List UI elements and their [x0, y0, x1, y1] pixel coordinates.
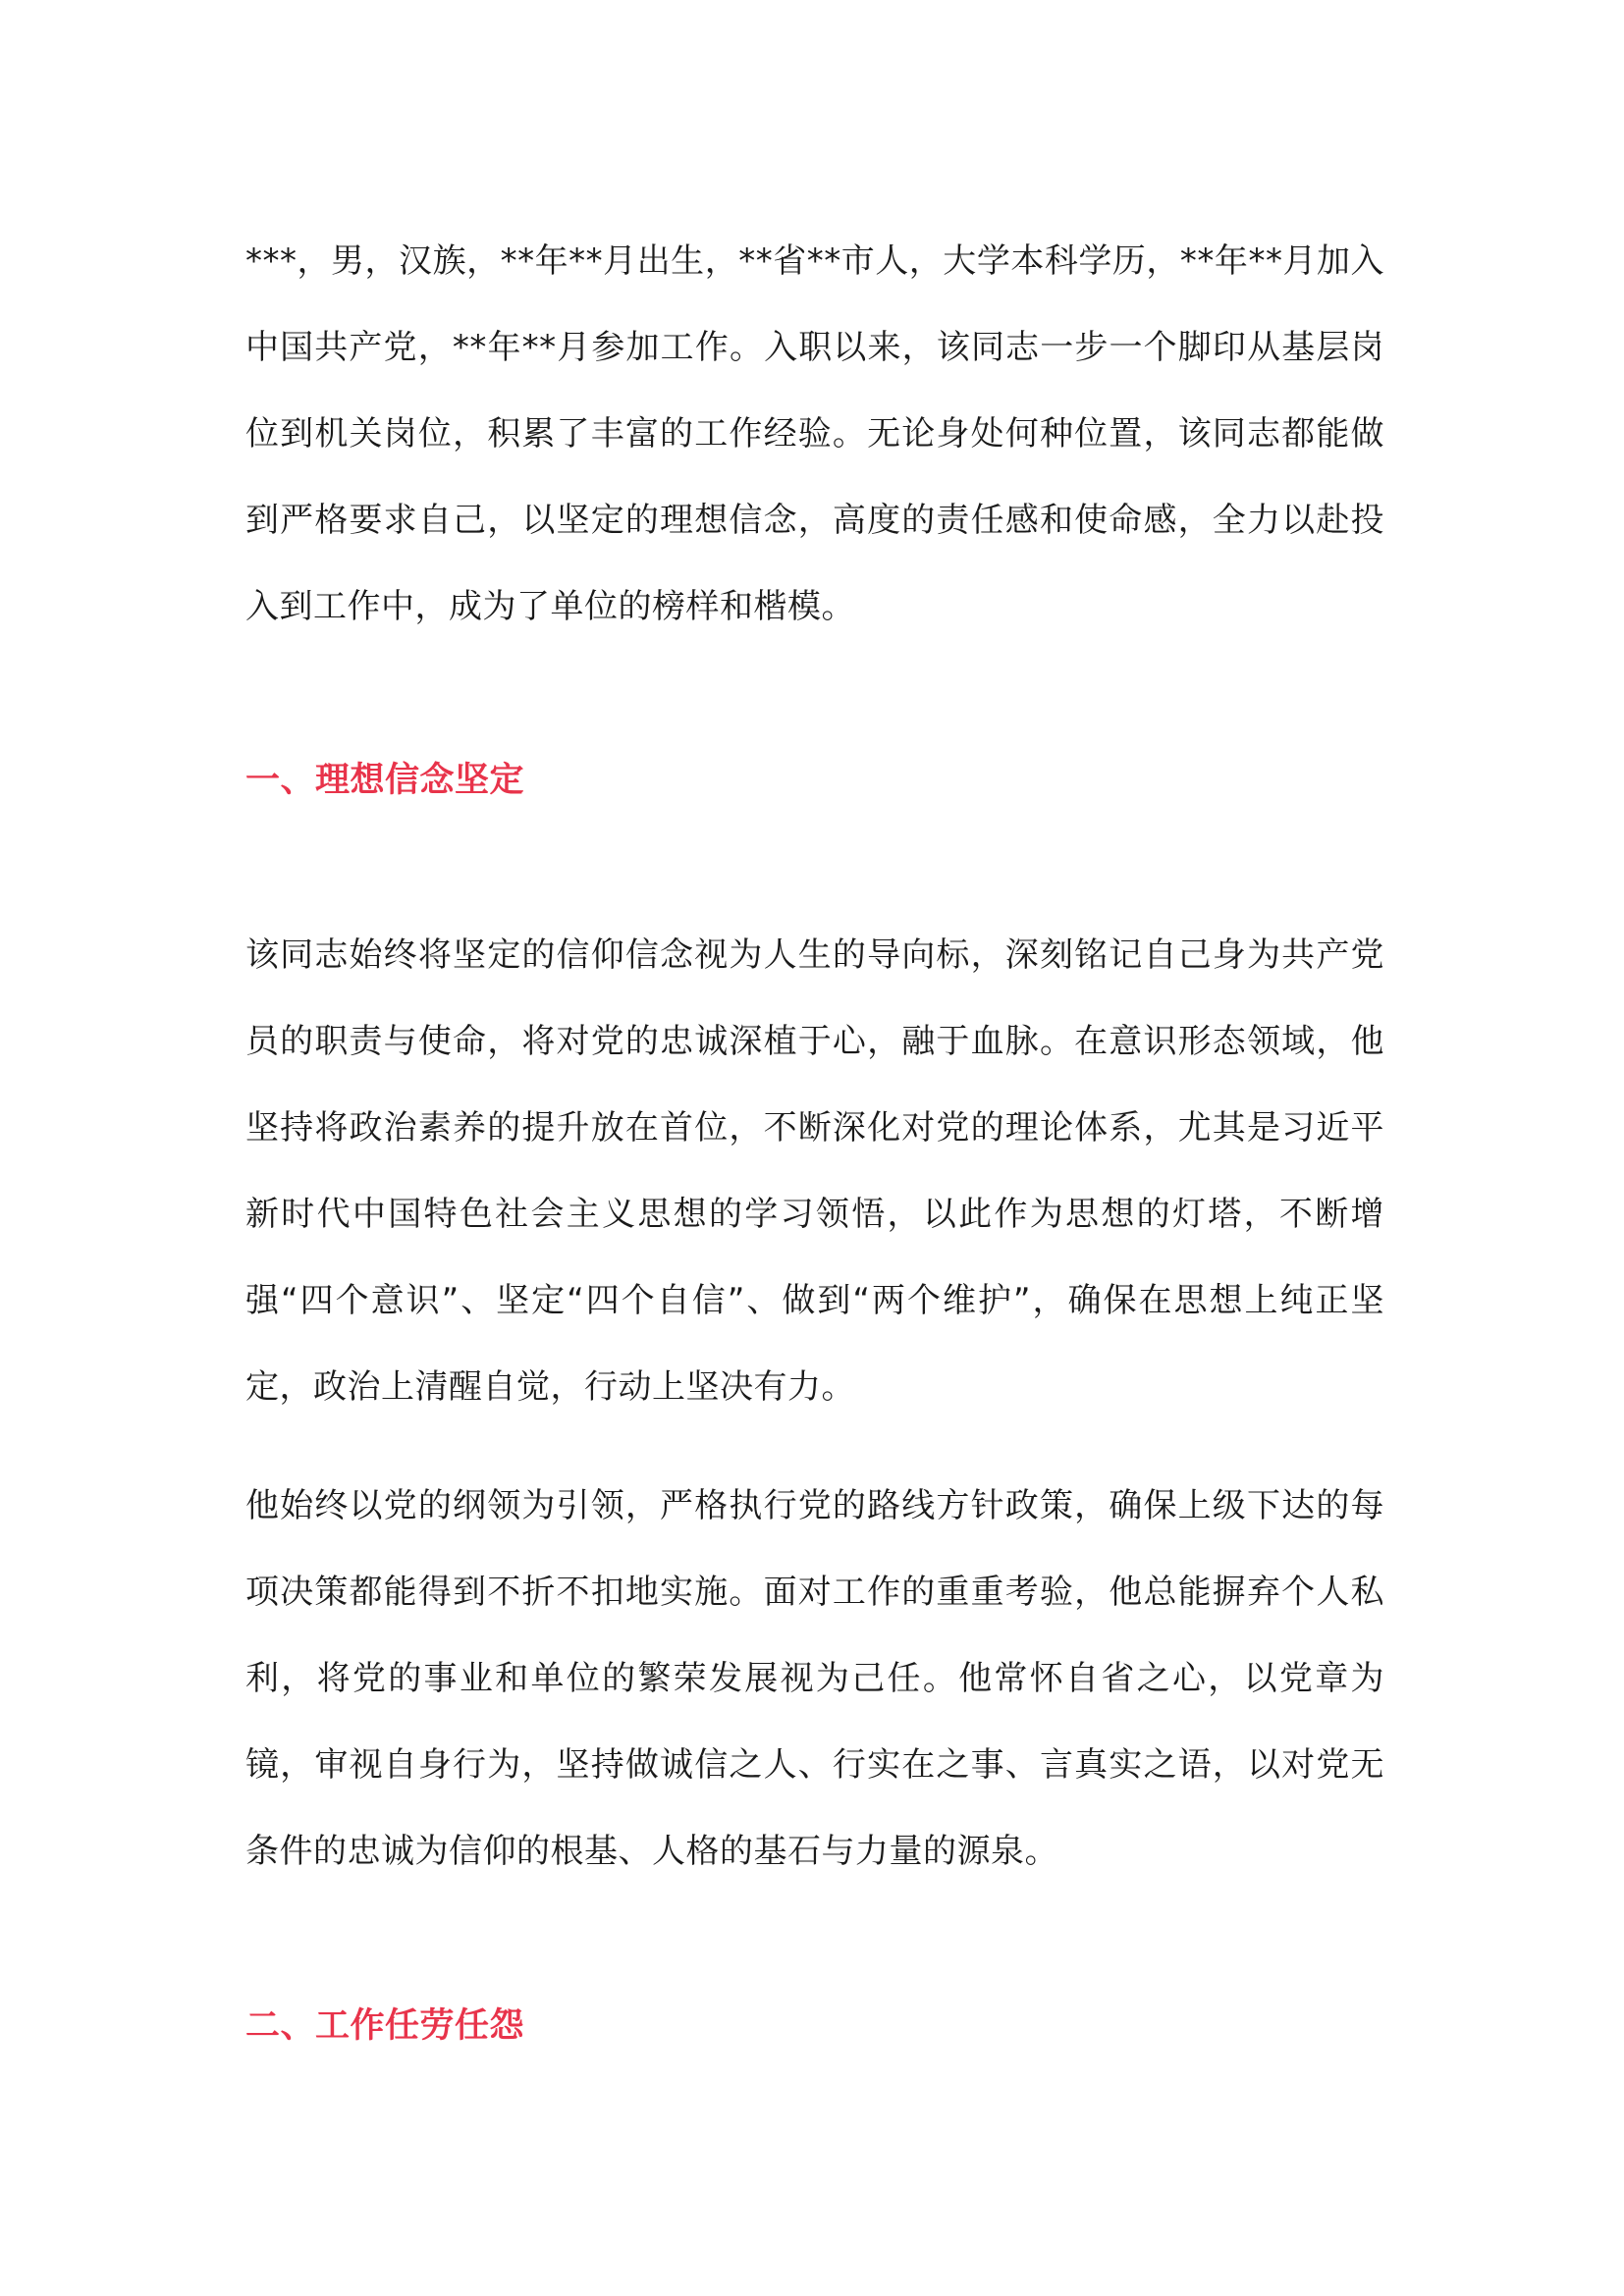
intro-paragraph: ***，男，汉族，**年**月出生，**省**市人，大学本科学历，**年**月加入中国共产党，**年**月参加工作。入职以来，该同志一步一个脚印从基层岗位到机关岗位，积累了丰富的工作经验。无论身处何种位置，该同志都能做到严格要求自己，以坚定的理想信念，高度的责任感和使命感，全力以赴投入到工作中，成为了单位的榜样和楷模。 — [245, 241, 1384, 626]
section-1-paragraph-1: 该同志始终将坚定的信仰信念视为人生的导向标，深刻铭记自己身为共产党员的职责与使命，将对党的忠诚深植于心，融于血脉。在意识形态领域，他坚持将政治素养的提升放在首位，不断深化对党的理论体系，尤其是习近平新时代中国特色社会主义思想的学习领悟，以此作为思想的灯塔，不断增强“四个意识”、坚定“四个自信”、做到“两个维护”，确保在思想上纯正坚定，政治上清醒自觉，行动上坚决有力。 — [245, 935, 1384, 1407]
section-1-paragraph-2: 他始终以党的纲领为引领，严格执行党的路线方针政策，确保上级下达的每项决策都能得到不折不扣地实施。面对工作的重重考验，他总能摒弃个人私利，将党的事业和单位的繁荣发展视为己任。他常怀自省之心，以党章为镜，审视自身行为，坚持做诚信之人、行实在之事、言真实之语，以对党无条件的忠诚为信仰的根基、人格的基石与力量的源泉。 — [245, 1486, 1384, 1871]
document-page — [245, 218, 1384, 2069]
section-heading-2: 二、工作任劳任怨 — [245, 2006, 525, 2046]
section-heading-1: 一、理想信念坚定 — [245, 761, 525, 800]
